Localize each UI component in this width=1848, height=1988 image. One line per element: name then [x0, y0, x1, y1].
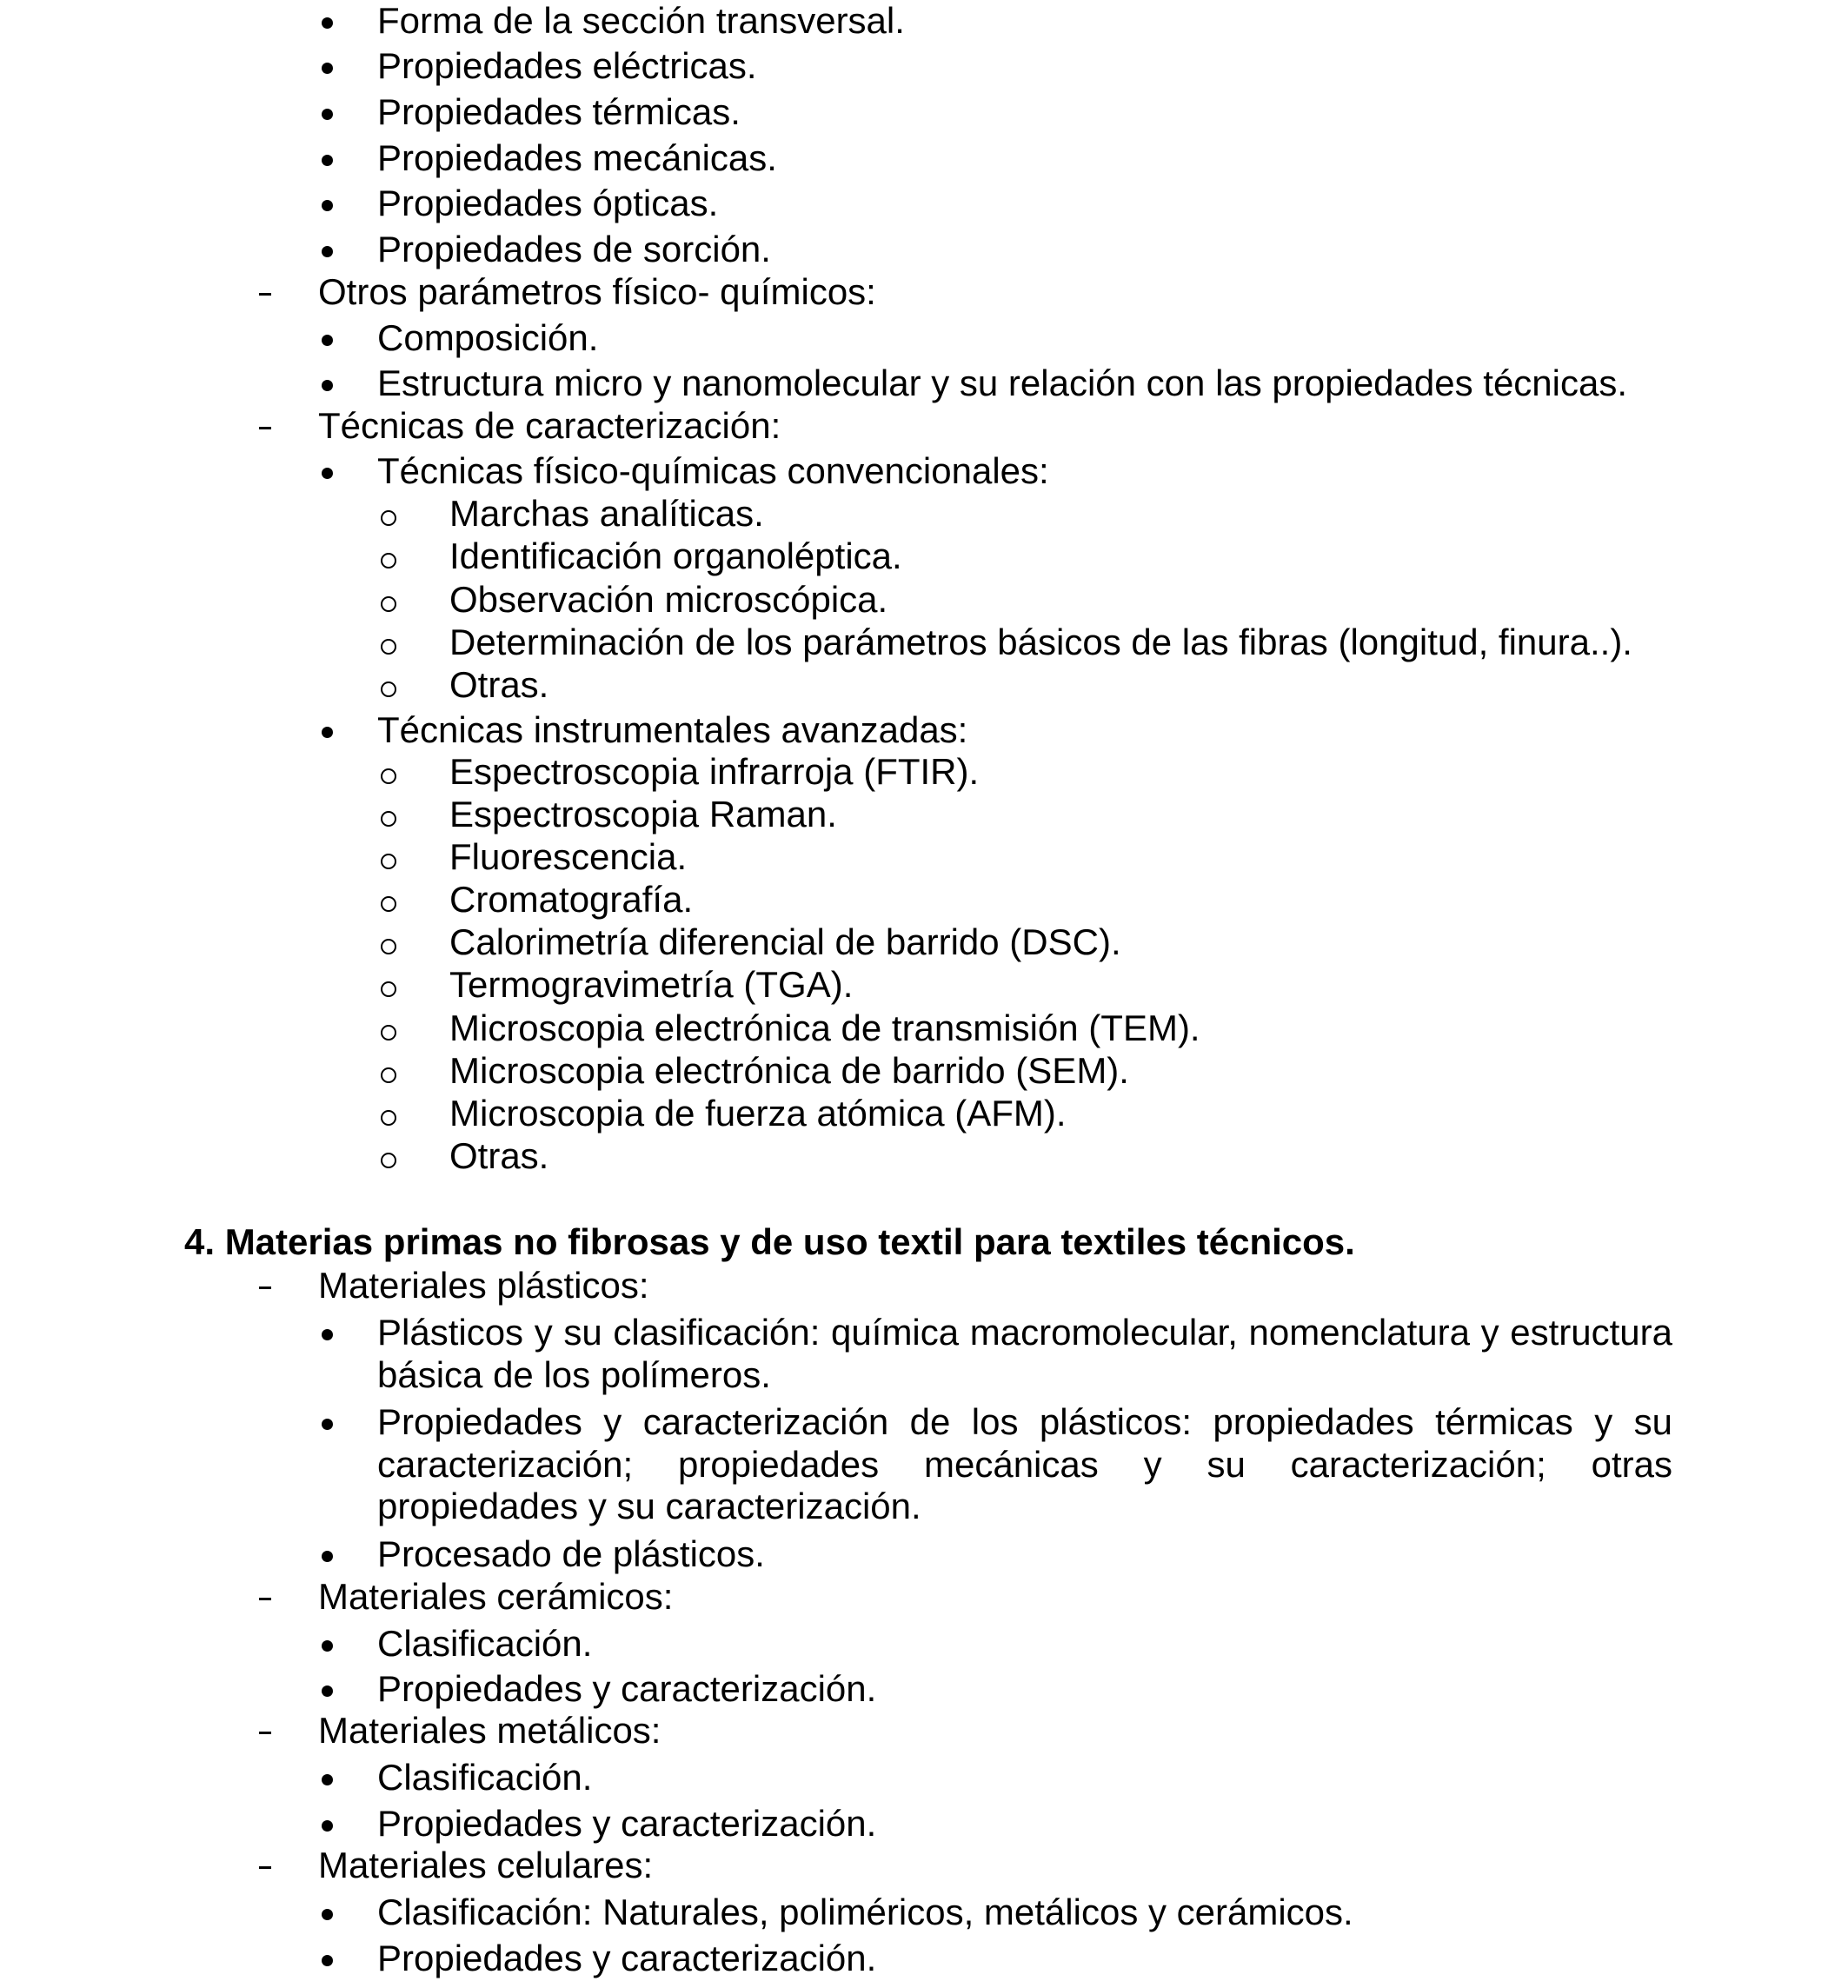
bullet-dot-icon [322, 1909, 333, 1920]
list-item-text: Técnicas físico-químicas convencionales: [377, 450, 1049, 491]
bullet-dot-icon [322, 1774, 333, 1785]
bullet-dot-icon [322, 155, 333, 166]
bullet-dot-icon [322, 1551, 333, 1562]
bullet-dot-icon [322, 109, 333, 120]
dash-icon [259, 293, 271, 296]
list-item-text: Fluorescencia. [449, 836, 688, 877]
bullet-dot-icon [322, 335, 333, 346]
bullet-dot-icon [322, 1419, 333, 1430]
dash-icon [259, 1598, 271, 1600]
list-item-text: Clasificación. [377, 1757, 593, 1798]
list-item-text: Microscopia electrónica de barrido (SEM). [449, 1050, 1129, 1091]
list-item-text: Materiales celulares: [318, 1845, 654, 1885]
list-item-text: Clasificación. [377, 1623, 593, 1664]
list-item-text: Propiedades y caracterización de los plásticos: propiedades térmicas y su caracterización; propiedades mecánicas y su caracterización; otras propiedades y su caracterización. [377, 1401, 1672, 1526]
circle-bullet-icon [381, 896, 396, 912]
circle-bullet-icon [381, 639, 396, 655]
list-item-text: Cromatografía. [449, 879, 694, 920]
dash-icon [259, 1866, 271, 1869]
list-item-text: Materiales plásticos: [318, 1265, 649, 1306]
dash-icon [259, 1732, 271, 1734]
list-item-text: Otras. [449, 664, 549, 705]
list-item-text: Procesado de plásticos. [377, 1533, 765, 1574]
list-item-text: Plásticos y su clasificación: química macromolecular, nomenclatura y estructura básica de los polímeros. [377, 1312, 1672, 1395]
list-item-text: Composición. [377, 317, 599, 358]
bullet-dot-icon [322, 200, 333, 211]
circle-bullet-icon [381, 811, 396, 827]
circle-bullet-icon [381, 939, 396, 954]
circle-bullet-icon [381, 981, 396, 997]
circle-bullet-icon [381, 510, 396, 526]
list-item-text: Termogravimetría (TGA). [449, 964, 854, 1005]
list-item-text: Propiedades térmicas. [377, 91, 741, 132]
bullet-dot-icon [322, 1685, 333, 1697]
circle-bullet-icon [381, 553, 396, 568]
bullet-dot-icon [322, 63, 333, 74]
circle-bullet-icon [381, 682, 396, 697]
circle-bullet-icon [381, 1025, 396, 1041]
circle-bullet-icon [381, 1067, 396, 1083]
list-item-text: Espectroscopia Raman. [449, 794, 837, 834]
circle-bullet-icon [381, 768, 396, 784]
list-item-text: Observación microscópica. [449, 579, 888, 620]
list-item-text: Materiales cerámicos: [318, 1576, 674, 1617]
list-item-text: Otros parámetros físico- químicos: [318, 271, 876, 312]
bullet-dot-icon [322, 468, 333, 479]
list-item-text: Identificación organoléptica. [449, 535, 902, 576]
list-item-text: Clasificación: Naturales, poliméricos, metálicos y cerámicos. [377, 1892, 1353, 1932]
list-item-text: Propiedades y caracterización. [377, 1938, 877, 1978]
bullet-dot-icon [322, 727, 333, 738]
list-item-text: Microscopia de fuerza atómica (AFM). [449, 1093, 1067, 1134]
list-item-text: Propiedades ópticas. [377, 183, 719, 223]
list-item-text: Marchas analíticas. [449, 493, 764, 534]
list-item-text: Estructura micro y nanomolecular y su relación con las propiedades técnicas. [377, 362, 1628, 403]
list-item-text: Forma de la sección transversal. [377, 0, 905, 41]
bullet-dot-icon [322, 1955, 333, 1966]
bullet-dot-icon [322, 380, 333, 391]
list-item-text: Propiedades eléctricas. [377, 45, 757, 86]
list-item-text: Propiedades mecánicas. [377, 137, 777, 178]
list-item-text: Espectroscopia infrarroja (FTIR). [449, 751, 980, 792]
bullet-dot-icon [322, 1820, 333, 1832]
list-item-text: Propiedades de sorción. [377, 229, 771, 269]
circle-bullet-icon [381, 854, 396, 869]
list-item-text: Otras. [449, 1135, 549, 1176]
dash-icon [259, 427, 271, 429]
circle-bullet-icon [381, 1110, 396, 1126]
list-item-text: Determinación de los parámetros básicos de las fibras (longitud, finura..). [449, 622, 1632, 662]
circle-bullet-icon [381, 1153, 396, 1168]
section-heading: 4. Materias primas no fibrosas y de uso textil para textiles técnicos. [184, 1221, 1355, 1262]
list-item-text: Calorimetría diferencial de barrido (DSC). [449, 921, 1121, 962]
bullet-dot-icon [322, 17, 333, 29]
list-item-text: Técnicas de caracterización: [318, 405, 781, 446]
circle-bullet-icon [381, 596, 396, 612]
dash-icon [259, 1287, 271, 1289]
list-item-text: Microscopia electrónica de transmisión (TEM). [449, 1007, 1200, 1048]
bullet-dot-icon [322, 1329, 333, 1340]
list-item-text: Materiales metálicos: [318, 1710, 661, 1751]
bullet-dot-icon [322, 246, 333, 257]
list-item-text: Propiedades y caracterización. [377, 1668, 877, 1709]
list-item-text: Técnicas instrumentales avanzadas: [377, 709, 968, 750]
bullet-dot-icon [322, 1640, 333, 1652]
list-item-text: Propiedades y caracterización. [377, 1803, 877, 1844]
